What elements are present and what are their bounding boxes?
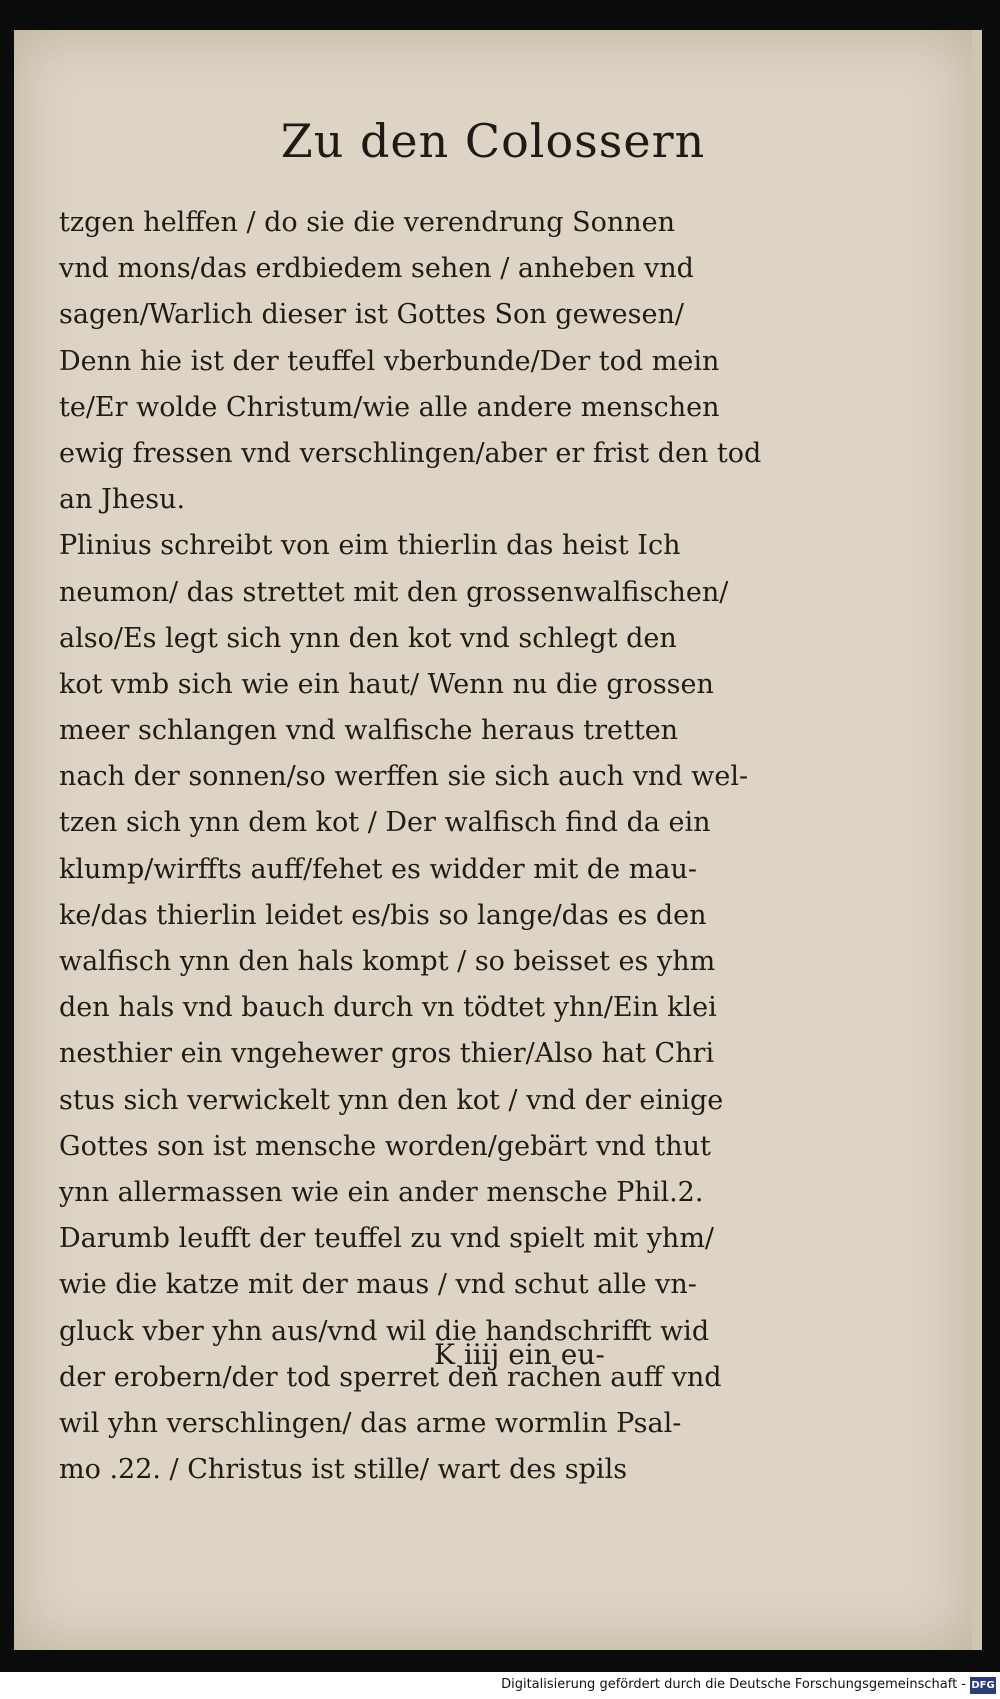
text-line: Denn hie ist der teuffel vberbunde/Der tod mein [59,345,720,377]
text-line: sagen/Warlich dieser ist Gottes Son gewesen/ [59,299,684,331]
text-line: ewig fressen vnd verschlingen/aber er frist den tod [59,437,762,469]
text-line: kot vmb sich wie ein haut/ Wenn nu die grossen [59,668,714,700]
text-line: klump/wirffts auff/fehet es widder mit de mau- [59,853,697,885]
footer-credit: Digitalisierung gefördert durch die Deutsche Forschungsgemeinschaft - [501,1677,966,1692]
text-line: te/Er wolde Christum/wie alle andere menschen [59,391,720,423]
text-line: nach der sonnen/so werffen sie sich auch vnd wel- [59,761,749,793]
text-line: nesthier ein vngehewer gros thier/Also hat Chri [59,1038,715,1070]
text-line: gluck vber yhn aus/vnd wil die handschrifft wid [59,1315,710,1347]
text-line: wil yhn verschlingen/ das arme wormlin Psal- [59,1407,682,1439]
text-line: den hals vnd bauch durch vn tödtet yhn/Ein klei [59,992,717,1024]
text-line: Gottes son ist mensche worden/gebärt vnd thut [59,1130,711,1162]
text-line: an Jhesu. [59,484,186,516]
text-line: tzgen helffen / do sie die verendrung Sonnen [59,207,676,238]
text-line: neumon/ das strettet mit den grossenwalfischen/ [59,576,729,608]
page-body [59,200,779,1493]
text-line: stus sich verwickelt ynn den kot / vnd der einige [59,1084,724,1116]
catchword-signature: K iiij ein eu- [434,1338,605,1371]
text-line: ynn allermassen wie ein ander mensche Phil.2. [59,1176,704,1208]
text-line: ke/das thierlin leidet es/bis so lange/das es den [59,899,707,931]
text-line: meer schlangen vnd walfische heraus tretten [59,715,679,747]
text-line: tzen sich ynn dem kot / Der walfisch find da ein [59,807,711,839]
page-header: Zu den Colossern [280,114,706,168]
text-line: vnd mons/das erdbiedem sehen / anheben vnd [59,253,694,285]
dfg-logo-icon: DFG [970,1677,996,1694]
text-line: mo .22. / Christus ist stille/ wart des spils [59,1454,628,1486]
text-line: Darumb leufft der teuffel zu vnd spielt mit yhm/ [59,1223,715,1255]
text-line: walfisch ynn den hals kompt / so beisset es yhm [59,946,716,977]
text-line: also/Es legt sich ynn den kot vnd schlegt den [59,622,677,654]
text-line: wie die katze mit der maus / vnd schut alle vn- [59,1269,697,1301]
book-page [14,30,982,1650]
text-line: der erobern/der tod sperret den rachen auff vnd [59,1361,722,1393]
text-line: Plinius schreibt von eim thierlin das heist Ich [59,530,681,562]
footer-bar [0,1672,1000,1699]
